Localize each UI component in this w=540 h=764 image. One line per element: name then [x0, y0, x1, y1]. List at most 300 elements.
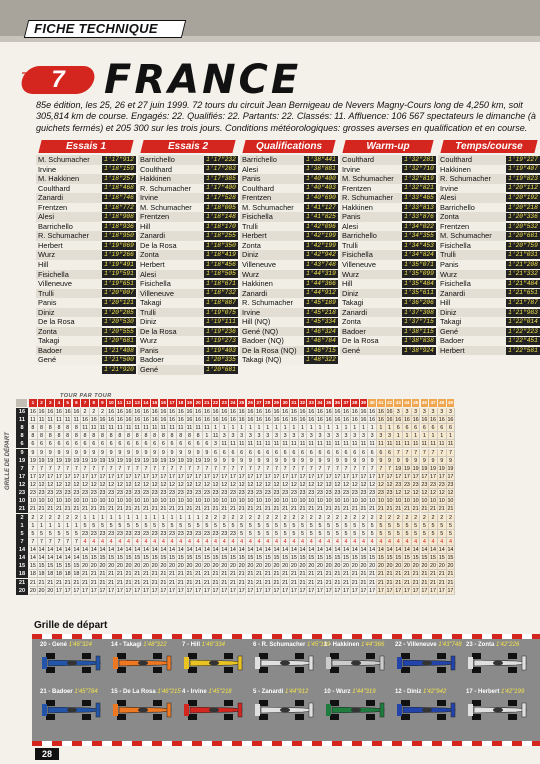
lap-position-cell: 21	[369, 506, 376, 513]
lap-position-cell: 7	[351, 465, 360, 473]
lap-position-cell: 11	[203, 424, 212, 432]
lap-position-cell: 2	[438, 514, 447, 522]
lap-position-cell: 4	[342, 538, 351, 546]
lap-position-cell: 17	[38, 473, 45, 480]
lap-position-cell: 21	[116, 571, 123, 578]
lap-position-cell: 7	[316, 465, 325, 473]
grid-slot-label	[111, 642, 181, 649]
lap-position-cell: 5	[447, 522, 456, 530]
table-row	[138, 260, 238, 270]
lap-position-cell: 8	[90, 432, 99, 440]
lap-position-cell: 17	[395, 587, 402, 594]
lap-time: 1'45"218	[304, 309, 338, 317]
lap-position-cell: 17	[177, 473, 184, 480]
lap-position-cell: 4	[203, 538, 212, 546]
driver-name: Zonta	[240, 241, 304, 251]
lap-position-cell: 7	[342, 465, 351, 473]
lap-position-cell: 21	[247, 579, 254, 586]
lap-number: 35	[325, 399, 334, 407]
lap-time: 1'46"324	[304, 328, 338, 336]
lap-position-cell: 11	[238, 440, 247, 448]
lap-position-cell: 5	[203, 522, 212, 530]
lap-position-cell: 23	[195, 530, 202, 537]
lap-position-cell: 10	[229, 498, 236, 505]
lap-position-cell: 17	[186, 587, 193, 594]
table-row	[36, 355, 136, 365]
lap-position-cell: 17	[403, 473, 410, 480]
lap-position-cell: 9	[307, 457, 316, 465]
lap-position-cell: 23	[447, 482, 454, 489]
lap-position-cell: 10	[351, 498, 358, 505]
lap-position-cell: 16	[177, 417, 184, 424]
lap-position-cell: 21	[134, 506, 141, 513]
table-row	[36, 222, 136, 232]
lap-position-cell: 17	[177, 587, 184, 594]
lap-position-cell: 14	[412, 547, 419, 554]
lap-position-cell: 19	[142, 457, 149, 464]
lap-position-cell: 2	[368, 514, 377, 522]
lap-position-cell: 20	[256, 563, 263, 570]
lap-position-cell: 7	[107, 465, 116, 473]
driver-name: Coulthard	[36, 184, 102, 194]
lap-position-cell: 4	[307, 538, 316, 546]
lap-time: 1'18"255	[204, 232, 238, 240]
lap-position-cell: 3	[360, 432, 369, 440]
table-row	[340, 336, 436, 346]
lap-position-cell: 4	[81, 538, 90, 546]
lap-time: 1'21"500	[102, 356, 136, 364]
lap-position-cell: 5	[360, 530, 369, 538]
lap-position-cell: 17	[169, 473, 176, 480]
lap-position-cell: 5	[438, 530, 447, 538]
driver-name: Hill	[138, 222, 204, 232]
lap-position-cell: 21	[412, 571, 419, 578]
grid-slot-label	[111, 689, 181, 696]
lap-position-cell: 17	[299, 587, 306, 594]
lap-position-cell: 20	[395, 563, 402, 570]
lap-position-cell: 7	[238, 465, 247, 473]
lap-position-cell: 23	[421, 482, 428, 489]
lap-position-cell: 16	[325, 417, 332, 424]
lap-position-cell: 11	[64, 416, 73, 424]
lap-position-cell: 17	[108, 473, 115, 480]
lap-position-cell: 15	[264, 555, 271, 562]
lap-position-cell: 1	[299, 424, 308, 432]
table-row	[36, 365, 136, 375]
lap-position-cell: 4	[177, 538, 186, 546]
lap-position-cell: 9	[281, 457, 290, 465]
driver-name: De la Rosa	[36, 317, 102, 327]
lap-position-cell: 23	[221, 490, 228, 497]
lap-position-cell: 21	[256, 579, 263, 586]
lap-position-cell: 5	[55, 530, 64, 538]
table-row	[138, 336, 238, 346]
lap-position-cell: 21	[82, 506, 89, 513]
lap-position-cell: 12	[134, 482, 141, 489]
driver-name: Gené	[36, 355, 102, 365]
driver-name: Wurz	[36, 250, 102, 260]
grid-time: 1'42"942	[423, 689, 447, 695]
lap-position-cell: 16	[203, 417, 210, 424]
lap-position-cell: 15	[238, 555, 245, 562]
lap-position-cell: 21	[203, 579, 210, 586]
lap-position-cell: 7	[438, 449, 447, 457]
lap-position-cell: 10	[177, 498, 184, 505]
driver-name: Villeneuve	[36, 279, 102, 289]
lap-position-cell: 6	[99, 440, 108, 448]
lap-position-cell: 21	[316, 571, 323, 578]
lap-position-cell: 2	[247, 514, 256, 522]
lap-position-cell: 12	[290, 482, 297, 489]
lap-position-cell: 14	[421, 547, 428, 554]
driver-name: Irvine	[138, 193, 204, 203]
lap-position-cell: 1	[368, 424, 377, 432]
lap-position-cell: 21	[377, 571, 384, 578]
driver-name: Trulli	[340, 241, 402, 251]
driver-name: Villeneuve	[138, 289, 204, 299]
table-row	[240, 222, 338, 232]
lap-time: 1'18"505	[204, 270, 238, 278]
grid-driver: 12 - Diniz	[395, 689, 424, 695]
lap-position-cell: 17	[264, 587, 271, 594]
lap-position-cell: 3	[255, 432, 264, 440]
lap-number: 8	[90, 399, 99, 407]
lap-time: 1'18"170	[204, 223, 238, 231]
grid-slot	[466, 689, 530, 725]
grid-position: 9	[16, 449, 28, 457]
driver-name: Alesi	[340, 222, 402, 232]
lap-position-cell: 10	[325, 498, 332, 505]
driver-name: Zonta	[340, 317, 402, 327]
lap-position-cell: 20	[299, 563, 306, 570]
lap-position-cell: 16	[160, 409, 167, 415]
lap-position-cell: 14	[55, 547, 62, 554]
lap-time: 1'40"400	[304, 175, 338, 183]
lap-time: 1'21"332	[506, 270, 540, 278]
lap-position-cell: 23	[99, 530, 106, 537]
lap-position-cell: 1	[55, 522, 64, 530]
driver-name: Frentzen	[138, 212, 204, 222]
lap-position-cell: 16	[369, 417, 376, 424]
lap-position-cell: 17	[212, 587, 219, 594]
lap-position-cell: 21	[142, 506, 149, 513]
lap-position-cell: 5	[142, 522, 151, 530]
grid-slot-label	[253, 642, 331, 649]
lap-position-cell: 16	[73, 409, 80, 415]
driver-name: Irvine	[36, 165, 102, 175]
lap-position-cell: 17	[421, 473, 428, 480]
driver-name: Fisichella	[438, 279, 506, 289]
lap-number: 16	[160, 399, 169, 407]
lap-position-cell: 21	[90, 506, 97, 513]
lap-position-cell: 21	[386, 571, 393, 578]
lap-position-cell: 7	[429, 449, 438, 457]
grid-slot	[111, 689, 181, 725]
lap-position-cell: 21	[229, 506, 236, 513]
lap-position-cell: 5	[264, 530, 273, 538]
lap-position-cell: 21	[247, 571, 254, 578]
lap-position-cell: 21	[316, 579, 323, 586]
lap-position-cell: 7	[403, 449, 412, 457]
lap-position-cell: 9	[429, 457, 438, 465]
lap-position-cell: 21	[99, 579, 106, 586]
lap-position-cell: 19	[430, 465, 437, 472]
table-row	[340, 184, 436, 194]
lap-position-cell: 2	[412, 514, 421, 522]
lap-position-cell: 4	[186, 538, 195, 546]
lap-position-cell: 21	[29, 506, 36, 513]
lap-position-cell: 9	[212, 457, 221, 465]
lap-time: 1'38"881	[304, 165, 338, 173]
lap-position-cell: 20	[325, 563, 332, 570]
lap-position-cell: 5	[377, 530, 386, 538]
lap-position-cell: 19	[90, 457, 97, 464]
driver-name: Zonta	[36, 327, 102, 337]
lap-position-cell: 17	[299, 473, 306, 480]
lap-position-cell: 12	[229, 482, 236, 489]
lap-position-cell: 12	[90, 482, 97, 489]
lap-position-cell: 11	[99, 424, 108, 432]
lap-position-cell: 1	[325, 424, 334, 432]
grid-position: 23	[16, 489, 28, 497]
lap-position-cell: 14	[55, 555, 62, 562]
race-car-icon	[397, 651, 457, 675]
table-row	[138, 222, 238, 232]
lap-position-cell: 16	[273, 417, 280, 424]
driver-name: Villeneuve	[240, 260, 304, 270]
lap-position-cell: 23	[334, 490, 341, 497]
lap-position-cell: 17	[325, 473, 332, 480]
lap-position-cell: 9	[394, 457, 403, 465]
lap-position-cell: 21	[386, 579, 393, 586]
lap-position-cell: 3	[334, 432, 343, 440]
lap-position-cell: 21	[412, 579, 419, 586]
lap-position-cell: 21	[325, 506, 332, 513]
lap-position-cell: 8	[133, 432, 142, 440]
lap-position-cell: 21	[195, 571, 202, 578]
lap-position-cell: 20	[221, 563, 228, 570]
lap-position-cell: 20	[195, 563, 202, 570]
lap-position-cell: 3	[290, 432, 299, 440]
lap-position-cell: 21	[177, 579, 184, 586]
lap-position-cell: 21	[351, 579, 358, 586]
lap-position-cell: 16	[221, 417, 228, 424]
lap-position-cell: 14	[116, 547, 123, 554]
lap-position-cell: 1	[334, 424, 343, 432]
lap-position-cell: 15	[369, 555, 376, 562]
lap-position-cell: 20	[177, 563, 184, 570]
lap-position-cell: 20	[377, 563, 384, 570]
driver-name: Zonta	[138, 250, 204, 260]
lap-position-cell: 17	[369, 473, 376, 480]
driver-name: Diniz	[438, 308, 506, 318]
lap-position-cell: 7	[64, 538, 73, 546]
lap-number: 36	[334, 399, 343, 407]
lap-position-cell: 12	[316, 482, 323, 489]
lap-position-cell: 9	[290, 457, 299, 465]
lap-position-cell: 2	[325, 514, 334, 522]
lap-position-cell: 6	[29, 440, 38, 448]
lap-position-cell: 17	[290, 473, 297, 480]
lap-position-cell: 1	[194, 514, 203, 522]
lap-position-cell: 21	[264, 579, 271, 586]
lap-position-cell: 16	[430, 417, 437, 424]
lap-position-cell: 20	[151, 563, 158, 570]
driver-name: Fisichella	[240, 212, 304, 222]
lap-number: 38	[351, 399, 360, 407]
table-row	[240, 346, 338, 356]
lap-time: 1'34"453	[402, 242, 436, 250]
results-table-header	[440, 140, 537, 153]
lap-position-cell: 14	[343, 547, 350, 554]
driver-name: Hill (NQ)	[240, 317, 304, 327]
lap-position-cell: 21	[256, 506, 263, 513]
grid-time: 1'45"218	[208, 689, 232, 695]
lap-number: 6	[73, 399, 82, 407]
lap-position-cell: 5	[264, 522, 273, 530]
lap-position-cell: 12	[334, 482, 341, 489]
lap-position-cell: 16	[360, 409, 367, 415]
lap-position-cell: 10	[160, 498, 167, 505]
lap-position-cell: 1	[116, 514, 125, 522]
track-curb-top	[32, 634, 540, 639]
driver-name: Frentzen	[240, 193, 304, 203]
lap-position-cell: 20	[169, 563, 176, 570]
lap-position-cell: 1	[421, 432, 430, 440]
race-car-icon	[326, 698, 386, 722]
lap-position-cell: 15	[360, 555, 367, 562]
lap-position-cell: 15	[447, 555, 454, 562]
lap-position-cell: 23	[99, 490, 106, 497]
table-row	[36, 231, 136, 241]
lap-position-cell: 11	[429, 440, 438, 448]
lap-position-cell: 14	[360, 547, 367, 554]
lap-position-cell: 20	[343, 563, 350, 570]
driver-name: Alesi	[36, 212, 102, 222]
lap-number: 46	[421, 399, 430, 407]
lap-position-cell: 20	[47, 587, 54, 594]
lap-position-cell: 11	[133, 424, 142, 432]
lap-time: 1'22"451	[506, 337, 540, 345]
lap-position-cell: 7	[299, 465, 308, 473]
lap-position-cell: 11	[351, 440, 360, 448]
lap-time: 1'22"223	[506, 328, 540, 336]
lap-position-cell: 11	[421, 440, 430, 448]
lap-position-cell: 2	[273, 514, 282, 522]
lap-position-cell: 6	[351, 449, 360, 457]
lap-position-cell: 1	[412, 432, 421, 440]
grid-position: 21	[16, 579, 28, 587]
lap-position-cell: 9	[99, 449, 108, 457]
grid-position: 21	[16, 505, 28, 513]
lap-position-cell: 5	[351, 530, 360, 538]
lap-position-cell: 6	[255, 449, 264, 457]
lap-position-cell: 10	[116, 498, 123, 505]
lap-position-cell: 7	[307, 465, 316, 473]
lap-position-cell: 21	[125, 571, 132, 578]
lap-position-cell: 5	[133, 522, 142, 530]
driver-name: Frentzen	[340, 184, 402, 194]
table-row	[438, 270, 540, 280]
lap-position-cell: 17	[73, 473, 80, 480]
lap-position-cell: 16	[99, 417, 106, 424]
grid-time: 1'42"226	[496, 642, 520, 648]
lap-position-cell: 19	[447, 465, 454, 472]
results-table	[138, 140, 238, 375]
lap-position-cell: 17	[351, 587, 358, 594]
grid-slot-label	[40, 642, 110, 649]
lap-position-cell: 14	[438, 547, 445, 554]
lap-time: 1'20"530	[102, 318, 136, 326]
lap-position-cell: 16	[377, 417, 384, 424]
lap-position-cell: 11	[81, 424, 90, 432]
lap-position-cell: 20	[134, 563, 141, 570]
lap-position-cell: 1	[290, 424, 299, 432]
lap-position-cell: 8	[194, 432, 203, 440]
lap-position-cell: 16	[90, 417, 97, 424]
lap-position-cell: 1	[255, 424, 264, 432]
lap-position-cell: 3	[429, 408, 438, 416]
lap-position-cell: 20	[264, 563, 271, 570]
lap-position-cell: 17	[195, 587, 202, 594]
lap-position-cell: 6	[133, 440, 142, 448]
lap-position-cell: 6	[264, 449, 273, 457]
lap-position-cell: 21	[377, 506, 384, 513]
lap-position-cell: 17	[203, 587, 210, 594]
lap-position-cell: 9	[194, 449, 203, 457]
lap-position-cell: 16	[238, 409, 245, 415]
driver-name: Takagi	[438, 317, 506, 327]
lap-position-cell: 3	[394, 408, 403, 416]
lap-number: 17	[168, 399, 177, 407]
lap-position-cell: 7	[229, 465, 238, 473]
results-table-header	[342, 140, 433, 153]
lap-position-cell: 23	[169, 490, 176, 497]
lap-position-cell: 21	[290, 506, 297, 513]
lap-position-cell: 9	[168, 449, 177, 457]
lap-number: 41	[377, 399, 386, 407]
driver-name: Herbert	[138, 260, 204, 270]
lap-position-cell: 6	[360, 449, 369, 457]
lap-position-cell: 9	[116, 449, 125, 457]
lap-position-cell: 14	[160, 547, 167, 554]
lap-position-cell: 1	[403, 432, 412, 440]
lap-position-cell: 7	[290, 465, 299, 473]
lap-position-cell: 21	[151, 571, 158, 578]
results-table	[36, 140, 136, 373]
lap-time: 1'45"189	[304, 299, 338, 307]
lap-position-cell: 8	[46, 432, 55, 440]
lap-position-cell: 10	[125, 498, 132, 505]
lap-position-cell: 19	[47, 457, 54, 464]
lap-position-cell: 11	[168, 424, 177, 432]
results-table-title: Qualifications	[255, 141, 323, 152]
lap-position-cell: 21	[177, 571, 184, 578]
lap-time: 1'17"232	[204, 156, 238, 164]
lap-position-cell: 12	[343, 482, 350, 489]
lap-time: 1'35"071	[402, 261, 436, 269]
lap-position-cell: 9	[273, 457, 282, 465]
table-row	[340, 222, 436, 232]
lap-position-cell: 21	[73, 506, 80, 513]
lap-position-cell: 23	[412, 482, 419, 489]
lap-time: 1'20"555	[102, 328, 136, 336]
lap-position-cell: 6	[238, 449, 247, 457]
lap-position-cell: 14	[29, 555, 36, 562]
grid-time: 1'43"748	[438, 642, 462, 648]
lap-position-cell: 16	[125, 417, 132, 424]
lap-position-cell: 21	[82, 571, 89, 578]
